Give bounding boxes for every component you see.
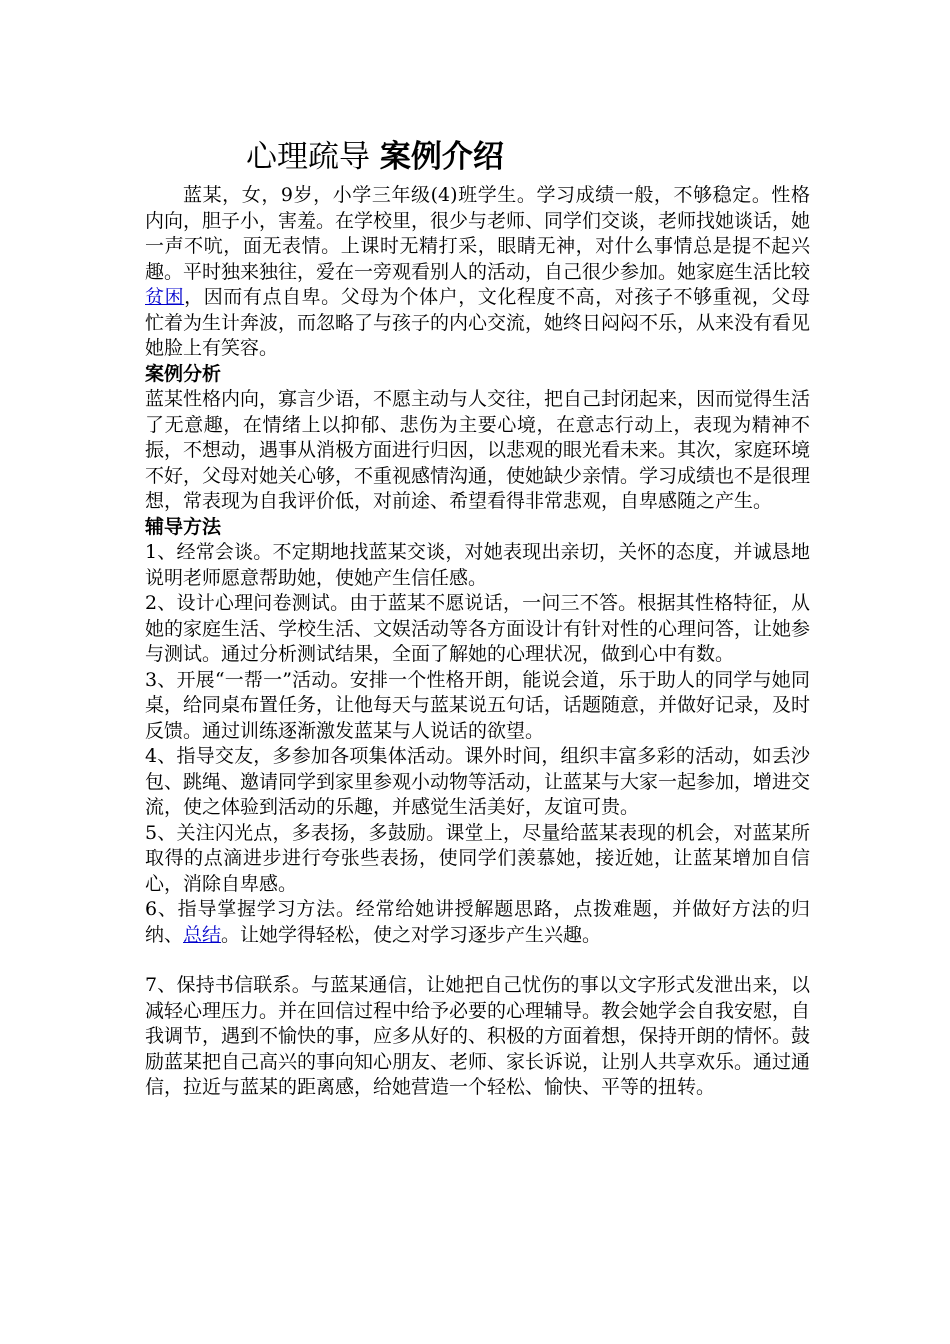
method-5: 5、关注闪光点，多表扬，多鼓励。课堂上，尽量给蓝某表现的机会，对蓝某所取得的点滴进步进行夸张些表扬，使同学们羡慕她，接近她，让蓝某增加自信心，消除自卑感。 [145,821,810,895]
method-3: 3、开展“一帮一”活动。安排一个性格开朗，能说会道，乐于助人的同学与她同桌，给同桌布置任务，让他每天与蓝某说五句话，话题随意，并做好记录，及时反馈。通过训练逐渐激发蓝某与人说话的欲望。 [145,668,811,742]
method-6 [145,897,810,948]
method-1: 1、经常会谈。不定期地找蓝某交谈，对她表现出亲切，关怀的态度，并诚恳地说明老师愿意帮助她，使她产生信任感。 [145,541,810,589]
analysis-paragraph: 蓝某性格内向，寡言少语，不愿主动与人交往，把自己封闭起来，因而觉得生活了无意趣，在情绪上以抑郁、悲伤为主要心境，在意志行动上，表现为精神不振，不想动，遇事从消极方面进行归因，以悲观的眼光看未来。其次，家庭环境不好，父母对她关心够，不重视感情沟通，使她缺少亲情。学习成绩也不是很理想，常表现为自我评价低，对前途、希望看得非常悲观，自卑感随之产生。 [145,388,811,512]
intro-paragraph [145,183,810,362]
method-4: 4、指导交友，多参加各项集体活动。课外时间，组织丰富多彩的活动，如丢沙包、跳绳、邀请同学到家里参观小动物等活动，让蓝某与大家一起参加，增进交流，使之体验到活动的乐趣，并感觉生活美好，友谊可贵。 [145,745,811,818]
link-summary[interactable]: 总结 [183,923,222,946]
document-title [246,135,504,179]
title-part-2: 案例介绍 [379,139,504,175]
document-body [145,183,810,1101]
method-7: 7、保持书信联系。与蓝某通信，让她把自己忧伤的事以文字形式发泄出来，以减轻心理压力。并在回信过程中给予必要的心理辅导。教会她学会自我安慰，自我调节，遇到不愉快的事，应多从好的、积极的方面着想，保持开朗的情怀。鼓励蓝某把自己高兴的事向知心朋友、老师、家长诉说，让别人共享欢乐。通过通信，拉近与蓝某的距离感，给她营造一个轻松、愉快、平等的扭转。 [145,974,811,1098]
intro-text-after: ，因而有点自卑。父母为个体户，文化程度不高，对孩子不够重视，父母忙着为生计奔波，而忽略了与孩子的内心交流，她终日闷闷不乐，从来没有看见她脸上有笑容。 [145,286,811,359]
intro-text-before: 蓝某，女，9岁，小学三年级(4)班学生。学习成绩一般，不够稳定。性格内向，胆子小，害羞。在学校里，很少与老师、同学们交谈，老师找她谈话，她一声不吭，面无表情。上课时无精打采，眼睛无神，对什么事情总是提不起兴趣。平时独来独往，爱在一旁观看别人的活动，自己很少参加。她家庭生活比较 [145,184,811,283]
method-2: 2、设计心理问卷测试。由于蓝某不愿说话，一问三不答。根据其性格特征，从她的家庭生活、学校生活、文娱活动等各方面设计有针对性的心理问答，让她参与测试。通过分析测试结果，全面了解她的心理状况，做到心中有数。 [145,592,811,665]
link-poverty[interactable]: 贫困 [145,286,185,308]
title-part-1: 心理疏导 [246,139,380,175]
method-6-after: 。让她学得轻松，使之对学习逐步产生兴趣。 [221,923,602,946]
paragraph-gap [145,948,810,973]
methods-heading: 辅导方法 [145,515,222,538]
analysis-heading: 案例分析 [145,362,222,385]
method-6-before: 6、指导掌握学习方法。经常给她讲授解题思路，点拨难题，并做好方法的归纳、 [145,898,810,946]
